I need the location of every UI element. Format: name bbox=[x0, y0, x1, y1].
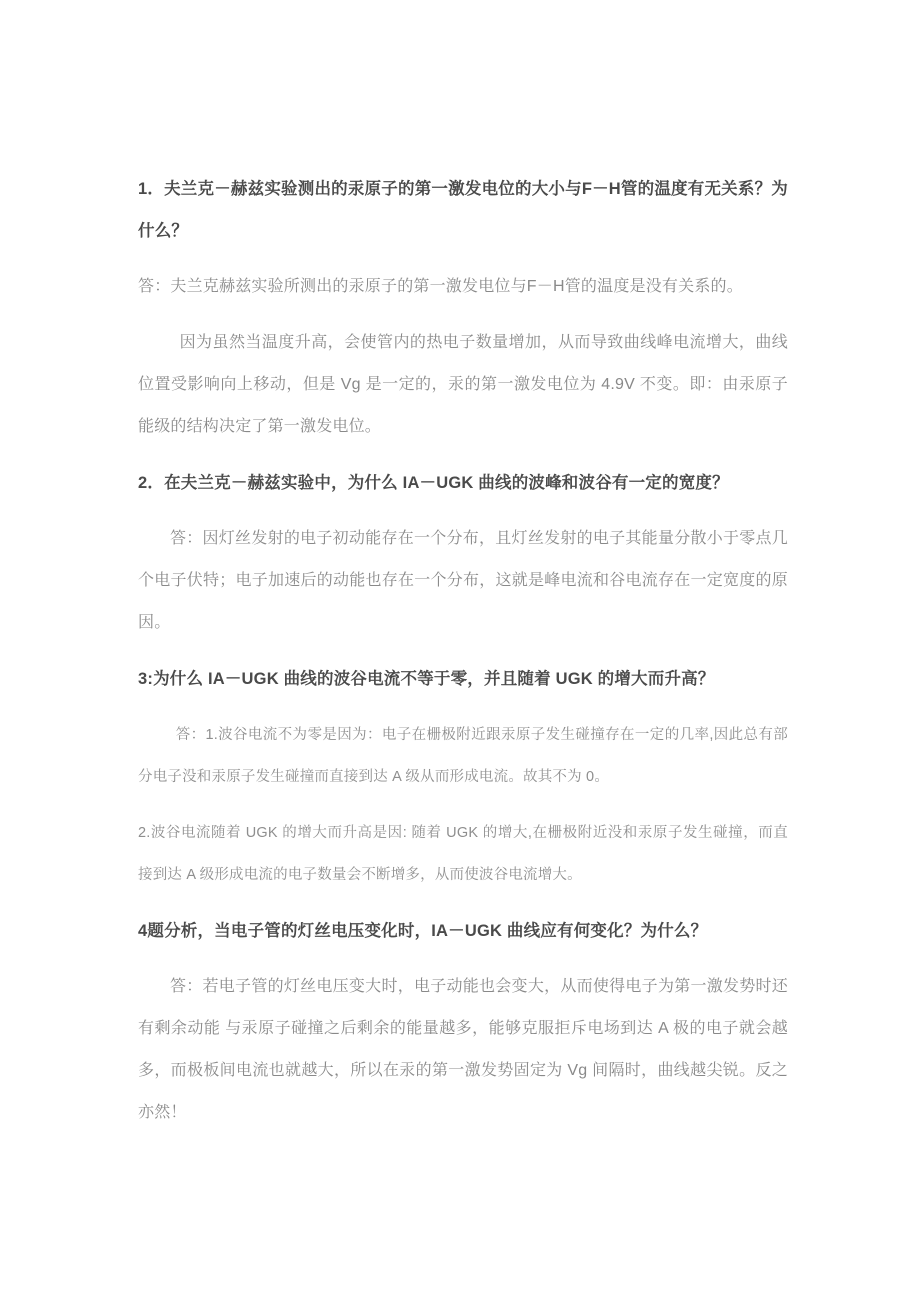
answer-paragraph-4: 答：若电子管的灯丝电压变大时，电子动能也会变大，从而使得电子为第一激发势时还有剩余动能 与汞原子碰撞之后剩余的能量越多，能够克服拒斥电场到达 A 极的电子就会越多，而极板间电流也就越大，所以在汞的第一激发势固定为 Vg 间隔时，曲线越尖锐。反之亦然！ bbox=[138, 978, 788, 1121]
question-heading-3: 3:为什么 IA－UGK 曲线的波谷电流不等于零，并且随着 UGK 的增大而升高？ bbox=[138, 670, 715, 688]
spacer bbox=[138, 798, 788, 812]
answer-paragraph-2: 答：因灯丝发射的电子初动能存在一个分布，且灯丝发射的电子其能量分散小于零点几个电子伏特；电子加速后的动能也存在一个分布，这就是峰电流和谷电流存在一定宽度的原因。 bbox=[138, 530, 788, 631]
answer-paragraph-3b: 2.波谷电流随着 UGK 的增大而升高是因: 随着 UGK 的增大,在栅极附近没和汞原子发生碰撞，而直接到达 A 级形成电流的电子数量会不断增多，从而使波谷电流增大。 bbox=[138, 825, 788, 883]
spacer bbox=[138, 504, 788, 518]
question-heading-4: 4题分析，当电子管的灯丝电压变化时，IA－UGK 曲线应有何变化？为什么？ bbox=[138, 922, 708, 940]
question-heading-2: 2．在夫兰克－赫兹实验中，为什么 IA－UGK 曲线的波峰和波谷有一定的宽度？ bbox=[138, 474, 729, 492]
spacer bbox=[138, 308, 788, 322]
spacer bbox=[138, 252, 788, 266]
answer-paragraph-3a: 答：1.波谷电流不为零是因为：电子在栅极附近跟汞原子发生碰撞存在一定的几率,因此总有部分电子没和汞原子发生碰撞而直接到达 A 级从而形成电流。故其不为 0。 bbox=[138, 727, 788, 785]
question-heading-1: 1．夫兰克－赫兹实验测出的汞原子的第一激发电位的大小与F－H管的温度有无关系？为什么？ bbox=[138, 180, 788, 240]
spacer bbox=[138, 644, 788, 658]
document-content bbox=[138, 168, 788, 1134]
spacer bbox=[138, 448, 788, 462]
spacer bbox=[138, 896, 788, 910]
answer-paragraph-1a: 答：夫兰克赫兹实验所测出的汞原子的第一激发电位与F－H管的温度是没有关系的。 bbox=[138, 278, 743, 295]
spacer bbox=[138, 700, 788, 714]
spacer bbox=[138, 952, 788, 966]
answer-paragraph-1b: 因为虽然当温度升高，会使管内的热电子数量增加，从而导致曲线峰电流增大，曲线位置受影响向上移动，但是 Vg 是一定的，汞的第一激发电位为 4.9V 不变。即：由汞原子能级的结构决定了第一激发电位。 bbox=[138, 334, 788, 435]
